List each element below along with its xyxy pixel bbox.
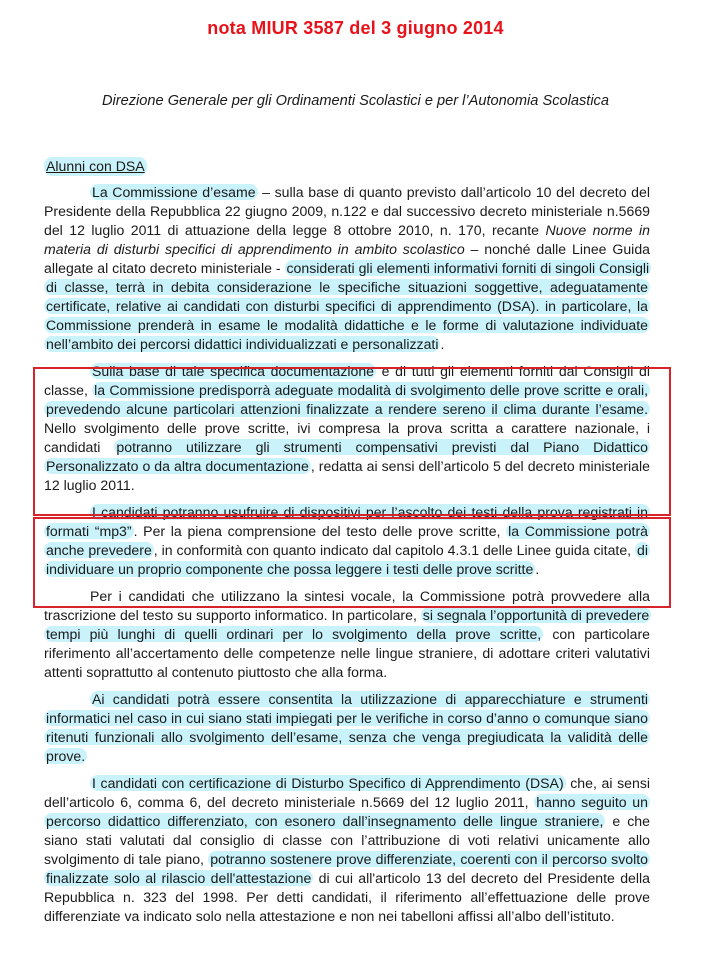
highlight: Ai candidati potrà essere consentita la utilizzazione di apparecchiature e strumenti informatici nel caso in cui siano stati impiegati per le verifiche in corso d’anno o comunque siano ritenuti funzionali allo svolgimento dell’esame, senza che venga pregiudicata la validità delle prove. <box>46 691 648 764</box>
paragraph-apparecchiature <box>44 690 650 766</box>
paragraph-commissione <box>44 183 650 354</box>
highlight: potranno sostenere prove differenziate, coerenti con il percorso svolto finalizzate solo al rilascio dell'attestazione <box>46 851 648 886</box>
section-heading: Alunni con DSA <box>46 158 145 174</box>
highlight: la Commissione potrà anche prevedere <box>46 523 648 558</box>
highlight: I candidati potranno usufruire di dispositivi per l’ascolto dei testi della prova registrati in formati “mp3” <box>46 504 648 539</box>
highlight: I candidati con certificazione di Disturbo Specifico di Apprendimento (DSA) <box>92 775 564 791</box>
highlight: potranno utilizzare gli strumenti compensativi previsti dal Piano Didattico Personalizzato o da altra documentazione <box>46 439 648 474</box>
highlight: Sulla base di tale specifica documentazione <box>92 363 375 379</box>
highlight: si segnala l’opportunità di prevedere tempi più lunghi di quelli ordinari per lo svolgimento della prove scritte, <box>46 607 650 642</box>
highlight: La Commissione d’esame <box>92 184 256 200</box>
text: – nonché dalle Linee Guida allegate al citato decreto ministeriale - <box>44 241 650 276</box>
text: . Per la piena comprensione del testo delle prove scritte, <box>133 523 507 539</box>
text: Nello svolgimento delle prove scritte, ivi compresa la prova scritta a carattere nazionale, i candidati <box>44 420 650 455</box>
text: – sulla base di quanto previsto dall’articolo 10 del decreto del Presidente della Repubblica 22 giugno 2009, n.122 e dal successivo decreto ministeriale n.5669 del 12 luglio 2011 di attuazione della legge 8 ottobre 2010, n. 170, recante <box>44 184 650 238</box>
paragraph-sintesi-vocale <box>44 587 650 682</box>
highlight: considerati gli elementi informativi forniti di singoli Consigli di classe, terrà in debita considerazione le specifiche situazioni soggettive, adeguatamente certificate, relative ai candidati con disturbi specifici di apprendimento (DSA). in particolare, la Commissione prenderà in esame le modalità didattiche e le forme di valutazione individuate nell’ambito dei percorsi didattici individualizzati e personalizzati <box>46 260 650 352</box>
paragraph-documentazione <box>44 362 650 495</box>
document-subtitle: Direzione Generale per gli Ordinamenti Scolastici e per l’Autonomia Scolastica <box>102 93 609 109</box>
text: . <box>535 561 540 577</box>
text: che, ai sensi dell’articolo 6, comma 6, del decreto ministeriale n.5669 del 12 luglio 2011, <box>44 775 650 810</box>
law-title: Nuove norme in materia di disturbi specifici di apprendimento in ambito scolastico <box>44 222 650 257</box>
highlight: la Commissione predisporrà adeguate modalità di svolgimento delle prove scritte e orali, prevedendo alcune particolari attenzioni finalizzate a rendere sereno il clima durante l’esame. <box>46 382 648 417</box>
highlight: di individuare un proprio componente che possa leggere i testi delle prove scritte <box>46 542 648 577</box>
text: , redatta ai sensi dell’articolo 5 del decreto ministeriale 12 luglio 2011. <box>44 458 650 493</box>
text: Per i candidati che utilizzano la sintesi vocale, la Commissione potrà provvedere alla trascrizione del testo su supporto informatico. In particolare, <box>44 588 650 623</box>
text: e di tutti gli elementi forniti dai Consigli di classe, <box>44 363 651 398</box>
text: , in conformità con quanto indicato dal capitolo 4.3.1 delle Linee guida citate, <box>153 542 636 558</box>
text: e che siano stati valutati dal consiglio di classe con l’attribuzione di voti relativi unicamente allo svolgimento di tale piano, <box>44 813 650 867</box>
document-body <box>44 157 650 934</box>
highlight: hanno seguito un percorso didattico differenziato, con esonero dall’insegnamento delle lingue straniere, <box>46 794 648 829</box>
paragraph-dispositivi <box>44 503 650 579</box>
text: . <box>440 336 445 352</box>
text: di cui all'articolo 13 del decreto del Presidente della Repubblica n. 323 del 1998. Per detti candidati, il riferimento all’effettuazione delle prove differenziate va indicato solo nella attestazione e non nei tabelloni affissi all’albo dell’istituto. <box>44 870 650 924</box>
text: con particolare riferimento all’accertamento delle competenze nelle lingue straniere, di adottare criteri valutativi attenti soprattutto al contenuto piuttosto che alla forma. <box>44 626 650 680</box>
document-title: nota MIUR 3587 del 3 giugno 2014 <box>207 18 504 38</box>
paragraph-prove-differenziate <box>44 774 650 926</box>
